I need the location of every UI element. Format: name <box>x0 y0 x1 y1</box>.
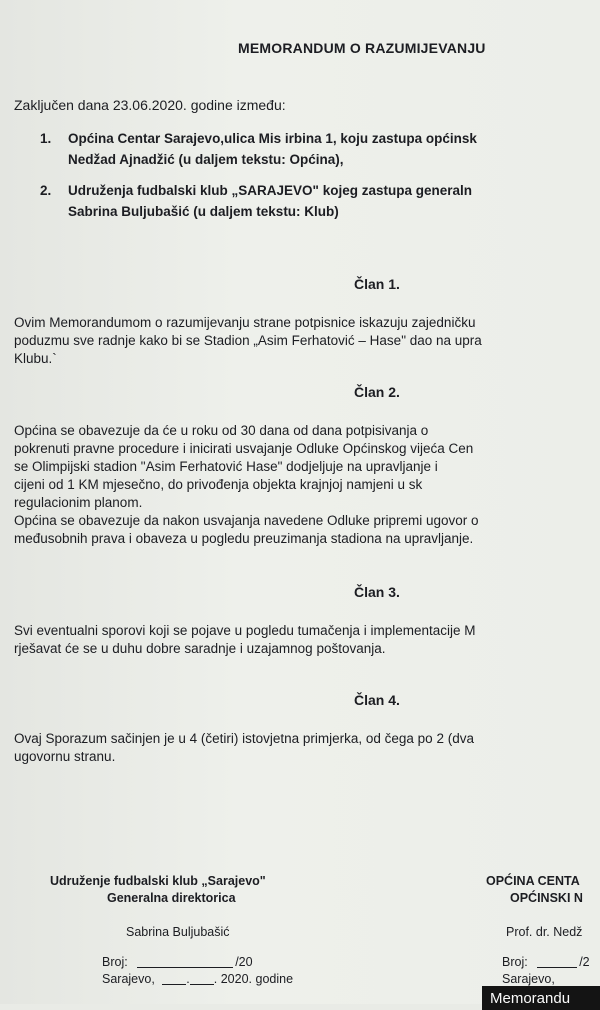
date-blank-month <box>190 984 214 985</box>
party-line: Sabrina Buljubašić (u daljem tekstu: Klub) <box>68 204 339 219</box>
left-signatory-role: Generalna direktorica <box>107 891 236 905</box>
article-1-heading: Član 1. <box>354 276 400 292</box>
intro-text: Zaključen dana 23.06.2020. godine između: <box>14 97 286 113</box>
article-line: Klubu.` <box>14 351 57 366</box>
document-title: MEMORANDUM O RAZUMIJEVANJU <box>238 40 486 56</box>
right-broj-row <box>502 955 590 969</box>
article-line: cijeni od 1 KM mjesečno, do privođenja objekta krajnjoj namjeni u sk <box>14 477 423 492</box>
broj-blank <box>137 967 233 968</box>
article-line: Općina se obavezuje da će u roku od 30 dana od dana potpisivanja o <box>14 423 429 438</box>
article-3-heading: Član 3. <box>354 584 400 600</box>
article-2-heading: Član 2. <box>354 384 400 400</box>
article-4-heading: Član 4. <box>354 692 400 708</box>
left-signatory-name: Sabrina Buljubašić <box>126 925 230 939</box>
date-blank-day <box>162 984 186 985</box>
left-broj-row <box>102 955 253 969</box>
broj-suffix: /2 <box>579 955 590 969</box>
article-line: poduzmu sve radnje kako bi se Stadion „Asim Ferhatović – Hase" dao na upra <box>14 333 482 348</box>
article-line: Svi eventualni sporovi koji se pojave u pogledu tumačenja i implementacije M <box>14 623 476 638</box>
article-line: se Olimpijski stadion "Asim Ferhatović Hase" dodjeljuje na upravljanje i <box>14 459 438 474</box>
broj-label: Broj: <box>502 955 528 969</box>
left-date-row: Sarajevo, . . 2020. godine <box>102 972 294 986</box>
right-signatory-role: OPĆINSKI N <box>510 891 583 905</box>
broj-label: Broj: <box>102 955 128 969</box>
party-line: Udruženja fudbalski klub „SARAJEVO" kojeg zastupa generaln <box>68 183 472 198</box>
party-number: 1. <box>40 131 52 146</box>
right-signatory-name: Prof. dr. Nedž <box>506 925 583 939</box>
right-date-row <box>502 972 555 986</box>
article-line: pokrenuti pravne procedure i inicirati usvajanje Odluke Općinskog vijeća Cen <box>14 441 474 456</box>
article-3-body <box>14 622 476 658</box>
place-label: Sarajevo, <box>102 972 155 986</box>
article-line: ugovornu stranu. <box>14 749 116 764</box>
party-line: Nedžad Ajnadžić (u daljem tekstu: Općina), <box>68 152 344 167</box>
right-signatory-org: OPĆINA CENTA <box>486 874 580 888</box>
article-4-body <box>14 730 474 766</box>
article-line: Ovaj Sporazum sačinjen je u 4 (četiri) istovjetna primjerka, od čega po 2 (dva <box>14 731 474 746</box>
broj-suffix: /20 <box>235 955 253 969</box>
article-line: Općina se obavezuje da nakon usvajanja navedene Odluke pripremi ugovor o <box>14 513 479 528</box>
article-line: regulacionim planom. <box>14 495 143 510</box>
article-line: Ovim Memorandumom o razumijevanju strane potpisnice iskazuju zajedničku <box>14 315 476 330</box>
article-2-body <box>14 422 479 548</box>
party-number: 2. <box>40 183 52 198</box>
left-signatory-org: Udruženje fudbalski klub „Sarajevo" <box>50 874 266 888</box>
place-label: Sarajevo, <box>502 972 555 986</box>
caption-overlay: Memorandu <box>482 986 600 1010</box>
article-line: međusobnih prava i obaveza u pogledu preuzimanja stadiona na upravljanje. <box>14 531 474 546</box>
party-line: Općina Centar Sarajevo,ulica Mis irbina 1, koju zastupa općinsk <box>68 131 477 146</box>
date-suffix: 2020. godine <box>220 972 294 986</box>
article-1-body <box>14 314 482 368</box>
broj-blank <box>537 967 577 968</box>
article-line: rješavat će se u duhu dobre saradnje i uzajamnog poštovanja. <box>14 641 386 656</box>
